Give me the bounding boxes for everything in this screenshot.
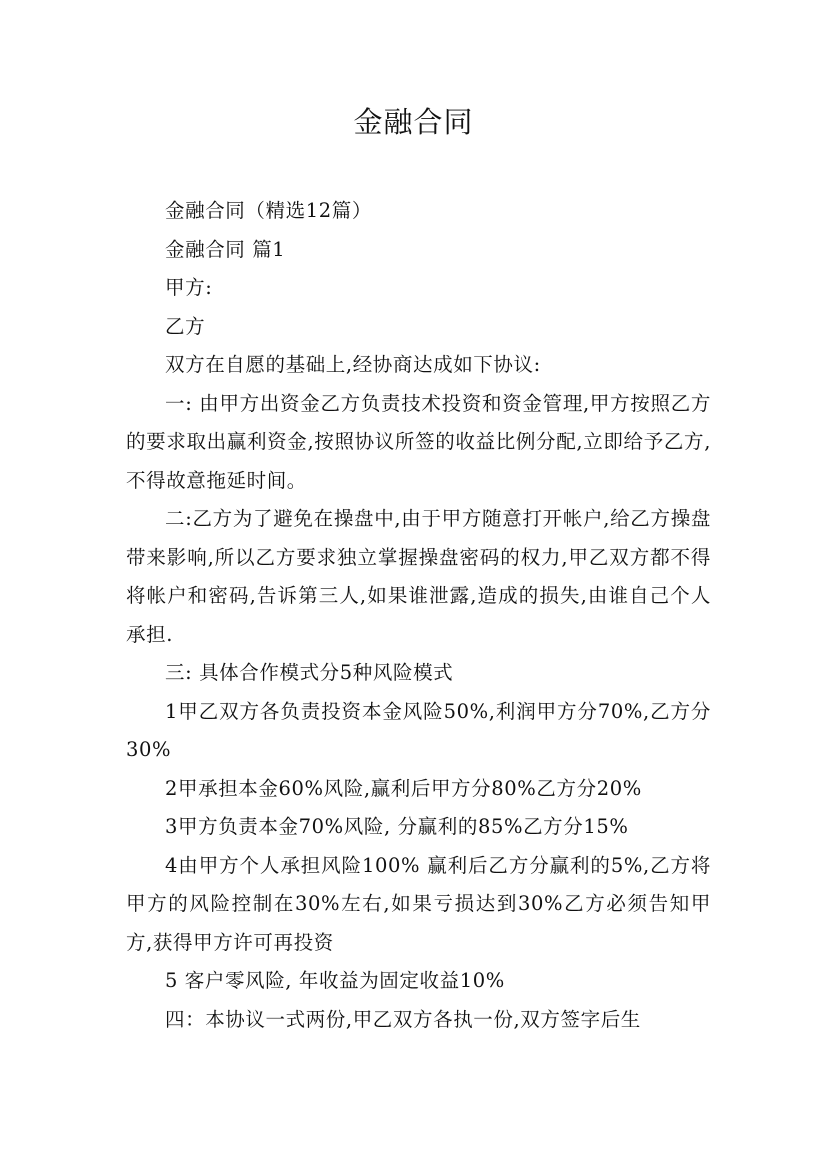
party-a-line: 甲方: [165,276,213,299]
party-b-line: 乙方 [165,314,206,338]
risk-mode-4: 4由甲方个人承担风险100% 赢利后乙方分赢利的5%,乙方将甲方的风险控制在30%左右,如果亏损达到30%乙方必须告知甲方,获得甲方许可再投资 [126,853,711,954]
document-title: 金融合同 [353,105,474,139]
agreement-intro: 双方在自愿的基础上,经协商达成如下协议: [165,353,541,376]
document-body [126,192,711,1039]
clause-four: 四：本协议一式两份,甲乙双方各执一份,双方签字后生 [165,1007,641,1031]
section-heading: 金融合同 篇1 [165,237,286,261]
subtitle-line: 金融合同（精选12篇） [165,199,372,222]
clause-three: 三: 具体合作模式分5种风险模式 [165,661,454,684]
risk-mode-3: 3甲方负责本金70%风险, 分赢利的85%乙方分15% [165,815,629,838]
clause-one: 一: 由甲方出资金乙方负责技术投资和资金管理,甲方按照乙方的要求取出赢利资金,按照协议所签的收益比例分配,立即给予乙方,不得故意拖延时间。 [126,391,711,492]
risk-mode-2: 2甲承担本金60%风险,赢利后甲方分80%乙方分20% [165,776,642,800]
risk-mode-1: 1甲乙双方各负责投资本金风险50%,利润甲方分70%,乙方分30% [126,699,711,761]
risk-mode-5: 5 客户零风险, 年收益为固定收益10% [165,969,505,992]
clause-two: 二:乙方为了避免在操盘中,由于甲方随意打开帐户,给乙方操盘带来影响,所以乙方要求独立掌握操盘密码的权力,甲乙双方都不得将帐户和密码,告诉第三人,如果谁泄露,造成的损失,由谁自己个人承担. [126,507,711,646]
